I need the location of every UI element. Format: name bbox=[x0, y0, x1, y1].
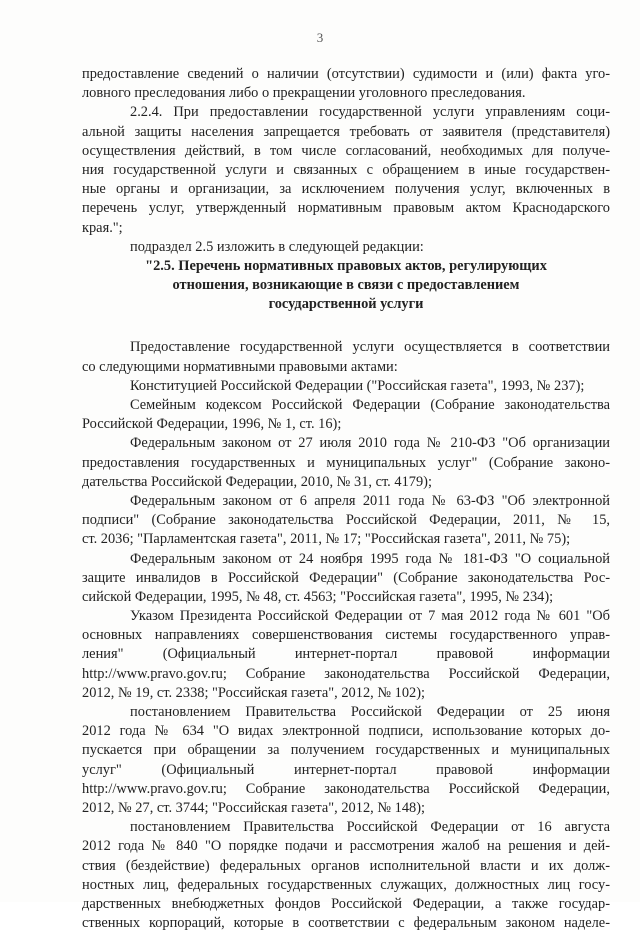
paragraph-gap bbox=[82, 318, 610, 338]
text-line: ственных корпораций, которые в соответствии с федеральным законом наделе- bbox=[82, 915, 610, 932]
document-body bbox=[82, 65, 610, 933]
text-line: услуг" (Официальный интернет-портал правовой информации bbox=[82, 761, 610, 778]
text-line: Российской Федерации, 1996, № 1, ст. 16); bbox=[82, 416, 342, 433]
text-line: 2012, № 19, ст. 2338; "Российская газета", 2012, № 102); bbox=[82, 684, 426, 701]
text-line: предоставление сведений о наличии (отсутствии) судимости и (или) факта уго- bbox=[82, 66, 610, 82]
paragraph bbox=[82, 607, 610, 703]
text-line: подраздел 2.5 изложить в следующей редакции: bbox=[130, 238, 424, 255]
text-line: осуществления действий, в том числе согласований, необходимых для получе- bbox=[82, 142, 610, 159]
text-line: сийской Федерации, 1995, № 48, ст. 4563; "Российская газета", 1995, № 234); bbox=[82, 588, 554, 605]
text-line: ления" (Официальный интернет-портал правовой информации bbox=[82, 646, 610, 663]
text-line: Предоставление государственной услуги осуществляется в соответствии bbox=[130, 339, 610, 356]
text-line: постановлением Правительства Российской Федерации от 16 августа bbox=[130, 819, 610, 836]
paragraph bbox=[82, 396, 610, 434]
text-line: основных направлениях совершенствования системы государственного управ- bbox=[82, 627, 610, 644]
paragraph bbox=[82, 103, 610, 237]
paragraph bbox=[82, 550, 610, 608]
text-line: ст. 2036; "Парламентская газета", 2011, № 17; "Российская газета", 2011, № 75); bbox=[82, 531, 571, 548]
text-line: 2012 года № 634 "О видах электронной подписи, использование которых до- bbox=[82, 723, 610, 740]
paragraph bbox=[82, 377, 610, 396]
section-heading bbox=[82, 257, 610, 315]
paragraph bbox=[82, 703, 610, 818]
heading-line: "2.5. Перечень нормативных правовых актов, регулирующих bbox=[145, 257, 547, 274]
text-line: ностных лиц, федеральных государственных служащих, должностных лиц госу- bbox=[82, 876, 610, 893]
text-line: края."; bbox=[82, 219, 123, 236]
text-line: альной защиты населения запрещается требовать от заявителя (представителя) bbox=[82, 123, 610, 140]
text-line: ния государственной услуги и связанных с обращением в иные государствен- bbox=[82, 161, 610, 178]
heading-line: государственной услуги bbox=[268, 296, 424, 313]
text-line: 2.2.4. При предоставлении государственной услуги управлениям соци- bbox=[130, 104, 610, 121]
page-number: 3 bbox=[316, 30, 324, 45]
text-line: ствия (бездействие) федеральных органов исполнительной власти и их долж- bbox=[82, 857, 610, 874]
text-line: постановлением Правительства Российской Федерации от 25 июня bbox=[130, 704, 610, 720]
text-line: Федеральным законом от 27 июля 2010 года № 210-ФЗ "Об организации bbox=[130, 435, 610, 452]
text-line: ные органы и организации, за исключением получения услуг, включенных в bbox=[82, 181, 610, 198]
paragraph bbox=[82, 65, 610, 103]
text-line: Семейным кодексом Российской Федерации (Собрание законодательства bbox=[130, 397, 610, 413]
text-line: Конституцией Российской Федерации ("Российская газета", 1993, № 237); bbox=[130, 377, 585, 394]
text-line: пускается при обращении за получением государственных и муниципальных bbox=[82, 742, 610, 759]
text-line: со следующими нормативными правовыми актами: bbox=[82, 358, 398, 375]
text-line: подписи" (Собрание законодательства Российской Федерации, 2011, № 15, bbox=[82, 512, 610, 529]
paragraph bbox=[82, 434, 610, 492]
text-line: предоставления государственных и муниципальных услуг" (Собрание законо- bbox=[82, 454, 610, 471]
text-line: 2012, № 27, ст. 3744; "Российская газета", 2012, № 148); bbox=[82, 799, 426, 816]
text-line[interactable]: http://www.pravo.gov.ru; Собрание законодательства Российской Федерации, bbox=[82, 665, 610, 682]
paragraph bbox=[82, 238, 610, 257]
text-line: перечень услуг, утвержденный нормативным правовым актом Краснодарского bbox=[82, 200, 610, 217]
paragraph bbox=[82, 492, 610, 550]
text-line: 2012 года № 840 "О порядке подачи и рассмотрения жалоб на решения и дей- bbox=[82, 838, 610, 855]
text-line: защите инвалидов в Российской Федерации" (Собрание законодательства Рос- bbox=[82, 569, 610, 586]
heading-line: отношения, возникающие в связи с предоставлением bbox=[172, 277, 520, 294]
paragraph bbox=[82, 818, 610, 933]
text-line: ловного преследования либо о прекращении уголовного преследования. bbox=[82, 85, 526, 102]
text-line: Федеральным законом от 24 ноября 1995 года № 181-ФЗ "О социальной bbox=[130, 550, 610, 567]
paragraph bbox=[82, 338, 610, 376]
text-line[interactable]: http://www.pravo.gov.ru; Собрание законодательства Российской Федерации, bbox=[82, 780, 610, 797]
text-line: Федеральным законом от 6 апреля 2011 года № 63-ФЗ "Об электронной bbox=[130, 492, 610, 509]
text-line: дательства Российской Федерации, 2010, № 31, ст. 4179); bbox=[82, 473, 432, 490]
text-line: Указом Президента Российской Федерации от 7 мая 2012 года № 601 "Об bbox=[130, 608, 610, 625]
text-line: дарственных внебюджетных фондов Российской Федерации, а также государ- bbox=[82, 895, 610, 912]
